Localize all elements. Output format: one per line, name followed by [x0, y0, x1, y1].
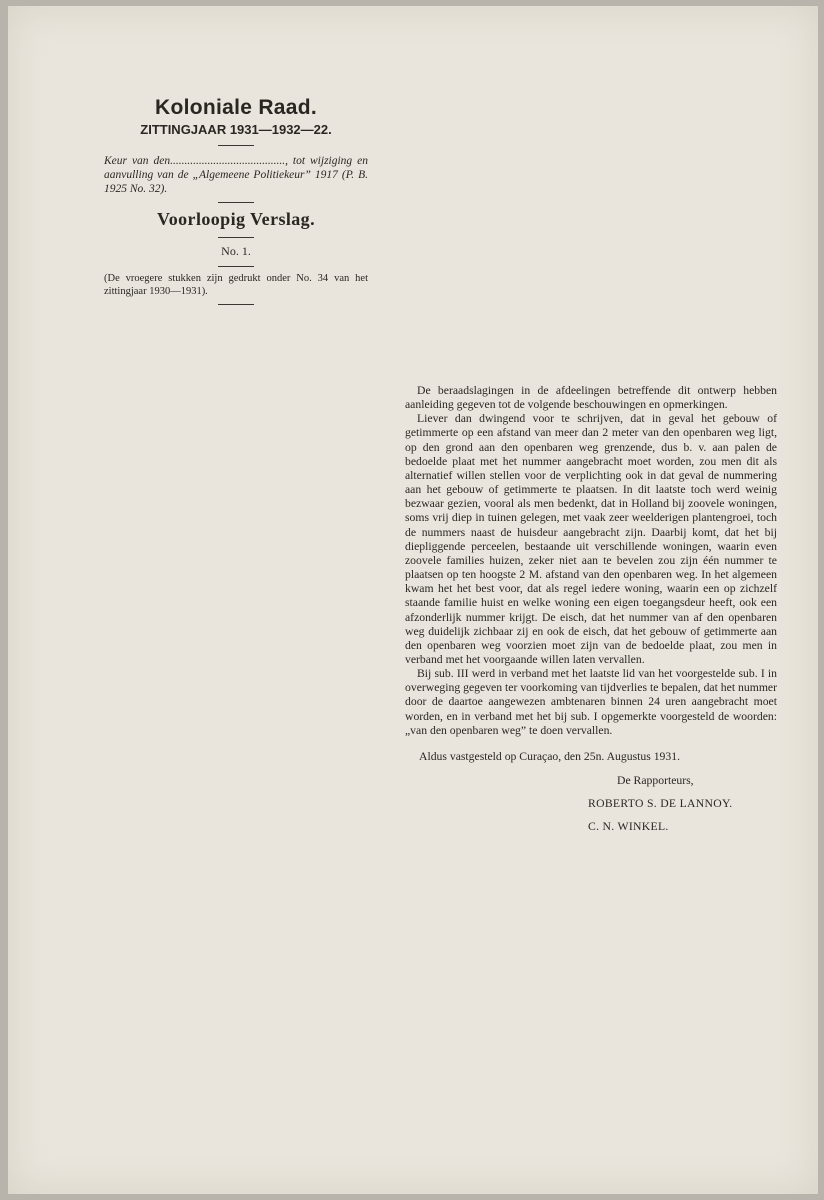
divider: [218, 145, 254, 146]
bill-subject: Keur van den........................................, tot wijziging en aanvulling van de „Algemeene Politiekeur” 1917 (P. B. 1925 No. 32).: [104, 155, 368, 195]
divider: [218, 304, 254, 305]
body-paragraph: Bij sub. III werd in verband met het laatste lid van het voorgestelde sub. I in overweging gegeven ter voorkoming van tijdverlies te bepalen, dat het nummer door de daartoe aangewezen ambtenaren binnen 24 uren aangebracht moet worden, en in verband met het bij sub. I opgemerkte voorgesteld de woorden: „van den openbaren weg” te doen vervallen.: [405, 667, 777, 737]
body-paragraph: Liever dan dwingend voor te schrijven, dat in geval het gebouw of getimmerte op een afstand van meer dan 2 meter van den openbaren weg ligt, op den grond aan den openbaren weg grenzende, dus b. v. aan palen de bedoelde plaat met het nummer aangebracht moet worden, zou men dit als alternatief willen stellen voor de verplichting ook in dat geval de nummering aan het gebouw of getimmerte te plaatsen. In dit laatste toch werd weinig bezwaar gezien, vooral als men bedenkt, dat in Holland bij zoovele woningen, soms vrij diep in tuinen gelegen, met vaak zeer weelderigen plantengroei, toch de nummers naast de huisdeur aangebracht zijn. Daarbij komt, dat het bij diepliggende perceelen, bestaande uit verschillende woningen, waarin even zoovele families huizen, zeker niet aan te bevelen zou zijn één nummer te plaatsen op ten hoogste 2 M. afstand van den openbaren weg. In het algemeen kwam het het best voor, dat als regel iedere woning, waarin een op zichzelf staande familie huist en welke woning een eigen toegangsdeur heeft, ook een afzonderlijk nummer krijgt. De eisch, dat het nummer van af den openbaren weg duidelijk zichbaar zij en ook de eisch, dat het gebouw of getimmerte aan den openbaren weg voorzien moet zijn van de bedoelde plaat, zou men in verband met het voorgaande willen laten vervallen.: [405, 412, 777, 666]
body-paragraph: De beraadslagingen in de afdeelingen betreffende dit ontwerp hebben aanleiding gegeven tot de volgende beschouwingen en opmerkingen.: [405, 384, 777, 412]
prior-documents-note: (De vroegere stukken zijn gedrukt onder No. 34 van het zittingjaar 1930—1931).: [104, 273, 368, 297]
rapporteurs-label: De Rapporteurs,: [617, 774, 694, 788]
rapporteur-name: C. N. WINKEL.: [588, 820, 669, 834]
document-number: No. 1.: [221, 244, 251, 258]
divider: [218, 237, 254, 238]
council-title: Koloniale Raad.: [154, 96, 318, 119]
document-page: [8, 6, 818, 1194]
divider: [218, 266, 254, 267]
rapporteur-name: ROBERTO S. DE LANNOY.: [588, 797, 733, 811]
report-body: [405, 384, 777, 835]
divider: [218, 202, 254, 203]
header-block: [104, 96, 368, 305]
report-title: Voorloopig Verslag.: [157, 209, 315, 229]
session-year: ZITTINGJAAR 1931—1932—22.: [140, 122, 332, 137]
adoption-line: Aldus vastgesteld op Curaçao, den 25n. Augustus 1931.: [419, 749, 680, 763]
